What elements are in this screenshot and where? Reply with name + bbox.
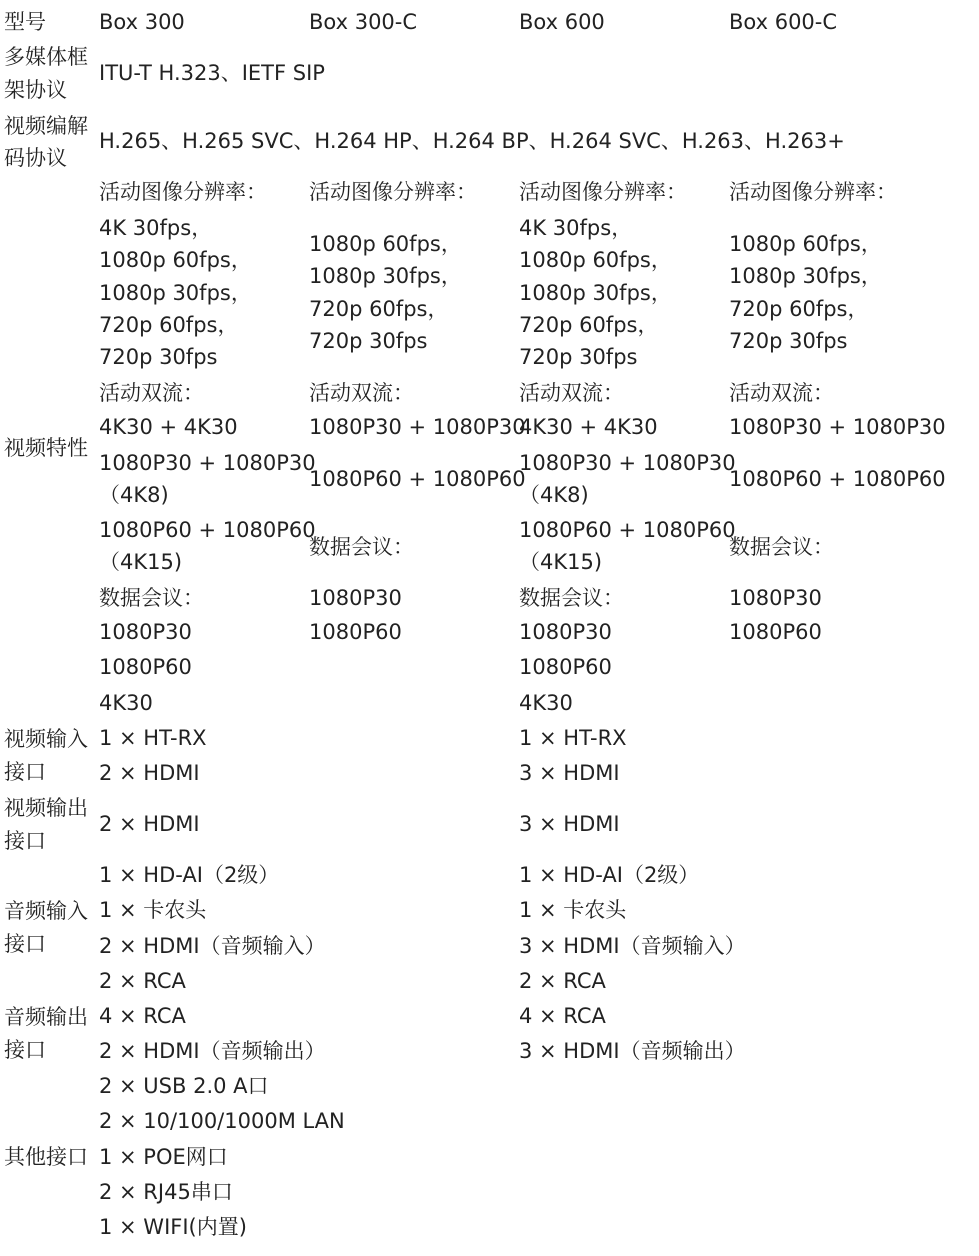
video-input-box600-line: 1 × HT-RX	[519, 726, 627, 750]
vf-box600-line: 4K30 + 4K30	[519, 415, 658, 439]
vf-box600-line: （4K8)	[519, 483, 589, 507]
model-label: 型号	[4, 10, 46, 34]
vf-box600-line: 1080P30 + 1080P30	[519, 451, 736, 475]
vf-box300c-line: 1080p 30fps，	[309, 264, 462, 288]
vf-box300c-line: 720p 30fps	[309, 329, 428, 353]
video-codec-label-1: 视频编解	[4, 114, 88, 138]
vf-box600c-line: 活动图像分辨率：	[729, 180, 897, 204]
video-features-label: 视频特性	[4, 436, 88, 460]
multimedia-protocol-value: ITU-T H.323、IETF SIP	[99, 61, 325, 85]
video-input-label-2: 接口	[4, 760, 46, 784]
vf-box600c-line: 1080P60 + 1080P60	[729, 467, 946, 491]
vf-box600-line: （4K15)	[519, 550, 603, 574]
vf-box300-line: 活动双流：	[99, 381, 204, 405]
vf-box300-line: 1080P30	[99, 620, 192, 644]
model-box600: Box 600	[519, 10, 605, 34]
audio-output-box300-line: 4 × RCA	[99, 1004, 186, 1028]
other-ports-line: 2 × RJ45串口	[99, 1180, 233, 1204]
audio-input-box600-line: 3 × HDMI（音频输入）	[519, 934, 746, 958]
other-ports-line: 1 × WIFI(内置)	[99, 1215, 247, 1239]
vf-box300-line: 活动图像分辨率：	[99, 180, 267, 204]
audio-output-box300-line: 2 × HDMI（音频输出）	[99, 1039, 326, 1063]
vf-box600c-line: 1080P60	[729, 620, 822, 644]
vf-box300-line: （4K15)	[99, 550, 183, 574]
vf-box600-line: 活动双流：	[519, 381, 624, 405]
multimedia-protocol-label-2: 架协议	[4, 78, 67, 102]
vf-box300c-line: 1080P60	[309, 620, 402, 644]
video-codec-value: H.265、H.265 SVC、H.264 HP、H.264 BP、H.264 SVC、H.263、H.263+	[99, 129, 845, 153]
vf-box300c-line: 数据会议：	[309, 535, 414, 559]
audio-input-box600-line: 1 × HD-AI（2级）	[519, 863, 700, 887]
vf-box300-line: 4K 30fps，	[99, 216, 213, 240]
other-ports-line: 2 × USB 2.0 A口	[99, 1074, 269, 1098]
audio-input-box300-line: 2 × HDMI（音频输入）	[99, 934, 326, 958]
vf-box300-line: 4K30	[99, 691, 153, 715]
vf-box600-line: 1080P60 + 1080P60	[519, 518, 736, 542]
other-ports-line: 2 × 10/100/1000M LAN	[99, 1109, 345, 1133]
model-box300: Box 300	[99, 10, 185, 34]
video-input-box300-line: 2 × HDMI	[99, 761, 200, 785]
vf-box600-line: 720p 60fps，	[519, 313, 659, 337]
vf-box300-line: 4K30 + 4K30	[99, 415, 238, 439]
vf-box600-line: 1080P60	[519, 655, 612, 679]
vf-box600c-line: 1080p 60fps，	[729, 232, 882, 256]
audio-input-box300-line: 2 × RCA	[99, 969, 186, 993]
vf-box600-line: 4K 30fps，	[519, 216, 633, 240]
audio-input-label-2: 接口	[4, 932, 46, 956]
video-output-label-2: 接口	[4, 829, 46, 853]
vf-box600-line: 1080p 60fps，	[519, 248, 672, 272]
audio-output-label-2: 接口	[4, 1038, 46, 1062]
video-output-box300: 2 × HDMI	[99, 812, 200, 836]
vf-box300c-line: 1080P30	[309, 586, 402, 610]
vf-box300-line: 1080p 30fps，	[99, 281, 252, 305]
vf-box300-line: 数据会议：	[99, 586, 204, 610]
vf-box300c-line: 活动图像分辨率：	[309, 180, 477, 204]
audio-output-label-1: 音频输出	[4, 1005, 88, 1029]
video-codec-label-2: 码协议	[4, 146, 67, 170]
vf-box600c-line: 1080P30	[729, 586, 822, 610]
vf-box300c-line: 1080P60 + 1080P60	[309, 467, 526, 491]
vf-box600c-line: 720p 30fps	[729, 329, 848, 353]
video-input-box600-line: 3 × HDMI	[519, 761, 620, 785]
vf-box600c-line: 1080p 30fps，	[729, 264, 882, 288]
audio-input-box300-line: 1 × 卡农头	[99, 898, 207, 922]
vf-box600c-line: 1080P30 + 1080P30	[729, 415, 946, 439]
model-box300c: Box 300-C	[309, 10, 418, 34]
vf-box600c-line: 数据会议：	[729, 535, 834, 559]
vf-box300-line: （4K8)	[99, 483, 169, 507]
other-ports-line: 1 × POE网口	[99, 1145, 228, 1169]
vf-box600-line: 4K30	[519, 691, 573, 715]
audio-input-box600-line: 2 × RCA	[519, 969, 606, 993]
vf-box300-line: 720p 30fps	[99, 345, 218, 369]
vf-box300-line: 1080p 60fps，	[99, 248, 252, 272]
video-input-label-1: 视频输入	[4, 727, 88, 751]
video-output-label-1: 视频输出	[4, 796, 88, 820]
vf-box300-line: 1080P60 + 1080P60	[99, 518, 316, 542]
audio-output-box600-line: 3 × HDMI（音频输出）	[519, 1039, 746, 1063]
audio-input-label-1: 音频输入	[4, 899, 88, 923]
vf-box300c-line: 活动双流：	[309, 381, 414, 405]
model-box600c: Box 600-C	[729, 10, 838, 34]
video-input-box300-line: 1 × HT-RX	[99, 726, 207, 750]
audio-output-box600-line: 4 × RCA	[519, 1004, 606, 1028]
vf-box600c-line: 活动双流：	[729, 381, 834, 405]
vf-box600-line: 1080P30	[519, 620, 612, 644]
vf-box600-line: 数据会议：	[519, 586, 624, 610]
video-output-box600: 3 × HDMI	[519, 812, 620, 836]
vf-box600-line: 1080p 30fps，	[519, 281, 672, 305]
vf-box300c-line: 720p 60fps，	[309, 297, 449, 321]
vf-box600c-line: 720p 60fps，	[729, 297, 869, 321]
vf-box300-line: 1080P30 + 1080P30	[99, 451, 316, 475]
multimedia-protocol-label-1: 多媒体框	[4, 45, 88, 69]
vf-box300-line: 1080P60	[99, 655, 192, 679]
vf-box300c-line: 1080p 60fps，	[309, 232, 462, 256]
audio-input-box600-line: 1 × 卡农头	[519, 898, 627, 922]
vf-box300c-line: 1080P30 + 1080P30	[309, 415, 526, 439]
vf-box600-line: 720p 30fps	[519, 345, 638, 369]
vf-box600-line: 活动图像分辨率：	[519, 180, 687, 204]
audio-input-box300-line: 1 × HD-AI（2级）	[99, 863, 280, 887]
vf-box300-line: 720p 60fps，	[99, 313, 239, 337]
other-ports-label: 其他接口	[4, 1145, 88, 1169]
